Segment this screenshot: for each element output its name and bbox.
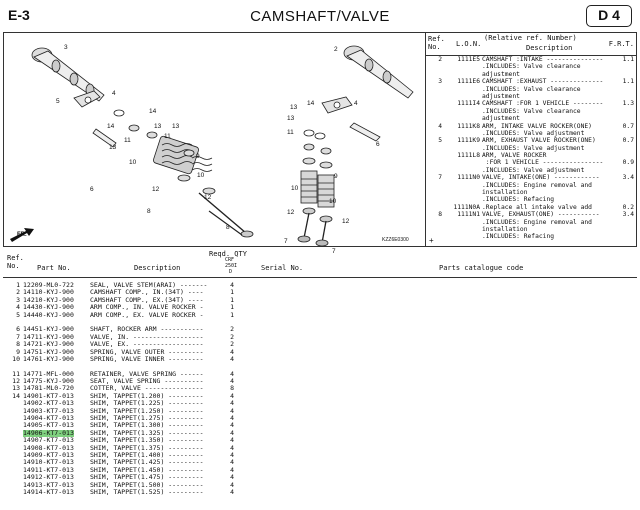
part-number[interactable]: 14711-KYJ-900 — [23, 332, 74, 341]
svg-text:8: 8 — [226, 224, 230, 231]
svg-text:5: 5 — [56, 98, 60, 105]
part-quantity: 4 — [230, 369, 234, 378]
svg-text:12: 12 — [287, 209, 295, 216]
part-ref: 2 — [16, 288, 20, 297]
part-quantity: 4 — [230, 473, 234, 482]
ref-row — [426, 174, 637, 181]
flat-rate-time: 0.7 — [622, 122, 634, 130]
ref-row — [426, 204, 637, 211]
svg-text:FR.: FR. — [17, 232, 27, 238]
ref-row — [426, 152, 637, 159]
svg-text:11: 11 — [124, 137, 131, 144]
svg-text:10: 10 — [129, 159, 137, 166]
page-title: CAMSHAFT/VALVE — [250, 8, 390, 25]
svg-text:9: 9 — [196, 153, 200, 160]
part-ref: 3 — [16, 295, 20, 304]
part-quantity: 4 — [230, 450, 234, 459]
part-number[interactable]: 14751-KYJ-900 — [23, 347, 74, 356]
ref-row — [426, 211, 637, 218]
svg-text:4: 4 — [354, 100, 358, 107]
svg-text:4: 4 — [112, 90, 116, 97]
part-ref: 5 — [16, 310, 20, 319]
part-number[interactable]: 14911-KT7-013 — [23, 465, 74, 474]
ref-description: ARM, EXHAUST VALVE ROCKER(ONE) — [482, 137, 596, 145]
flat-rate-time: 3.4 — [622, 174, 634, 182]
model-header-bot: D — [229, 269, 233, 275]
part-description: SEAL, VALVE STEM(ARAI) ------- — [90, 281, 208, 289]
part-description: SHIM, TAPPET(1.250) --------- — [90, 406, 204, 415]
part-description: SHIM, TAPPET(1.325) --------- — [90, 428, 204, 437]
part-quantity: 4 — [230, 281, 234, 289]
svg-text:10: 10 — [329, 198, 337, 205]
serial-header: Serial No. — [261, 264, 304, 272]
ref-number: 3 — [438, 78, 442, 86]
svg-text:2: 2 — [334, 46, 338, 53]
part-description: SHIM, TAPPET(1.275) --------- — [90, 414, 204, 423]
part-description: SHIM, TAPPET(1.475) --------- — [90, 473, 204, 482]
parts-list — [6, 282, 406, 496]
ref-row — [426, 93, 637, 100]
part-ref: 1 — [16, 281, 20, 289]
ref-description: ARM, VALVE ROCKER — [482, 152, 547, 160]
svg-text:12: 12 — [204, 194, 212, 201]
ref-description: .INCLUDES: Engine removal and — [482, 181, 592, 189]
part-description: CAMSHAFT COMP., EX.(34T) ---- — [90, 295, 204, 304]
svg-text:13: 13 — [290, 104, 298, 111]
ref-row — [426, 137, 637, 144]
part-ref: 10 — [12, 354, 20, 363]
part-quantity: 2 — [230, 325, 234, 334]
svg-text:13: 13 — [154, 123, 162, 130]
flat-rate-time: 3.4 — [622, 211, 634, 219]
part-number[interactable]: 14913-KT7-013 — [23, 480, 74, 489]
ref-number: 2 — [438, 56, 442, 63]
ref-row — [426, 145, 637, 152]
part-description: SPRING, VALVE INNER --------- — [90, 354, 204, 363]
ref-description: installation — [482, 189, 528, 197]
labor-op-number: 1111N0A — [453, 203, 480, 211]
ref-description: .INCLUDES: Valve adjustment — [482, 166, 585, 174]
svg-text:10: 10 — [291, 185, 299, 192]
svg-text:14: 14 — [107, 123, 115, 130]
ref-description: :FOR 1 VEHICLE ---------------- — [482, 159, 604, 167]
frt-col-header: F.R.T. — [608, 40, 634, 48]
part-ref: 8 — [16, 340, 20, 349]
ref-description: .INCLUDES: Refacing — [482, 196, 555, 204]
part-description: SHIM, TAPPET(1.350) --------- — [90, 436, 204, 445]
description-col-header: Description — [526, 44, 573, 52]
ref-row — [426, 63, 637, 70]
part-description: SHIM, TAPPET(1.200) --------- — [90, 391, 204, 400]
flat-rate-time: 1.1 — [622, 78, 634, 86]
svg-text:6: 6 — [90, 186, 94, 193]
part-description: SHIM, TAPPET(1.375) --------- — [90, 443, 204, 452]
part-number[interactable]: 14908-KT7-013 — [23, 443, 74, 452]
part-number[interactable]: 14909-KT7-013 — [23, 450, 74, 459]
part-quantity: 4 — [230, 399, 234, 408]
part-description: SHIM, TAPPET(1.300) --------- — [90, 421, 204, 430]
part-number[interactable]: 14761-KYJ-900 — [23, 354, 74, 363]
ref-header: Ref. No. — [7, 254, 24, 270]
part-ref: 6 — [16, 325, 20, 334]
drawing-code: KZZ6E0300 — [382, 237, 409, 243]
part-description: ARM COMP., EX. VALVE ROCKER - — [90, 310, 204, 319]
ref-row — [426, 189, 637, 196]
part-quantity: 4 — [230, 377, 234, 386]
labor-op-number: 1111E5 — [457, 56, 480, 63]
part-number[interactable]: 14910-KT7-013 — [23, 458, 74, 467]
part-number[interactable]: 14903-KT7-013 — [23, 406, 74, 415]
part-quantity: 2 — [230, 340, 234, 349]
part-description: SHIM, TAPPET(1.225) --------- — [90, 399, 204, 408]
lon-col-header: L.O.N. — [456, 40, 482, 48]
labor-op-number: 1111N1 — [457, 211, 480, 219]
part-description: VALVE, EX. ------------------ — [90, 340, 204, 349]
part-quantity: 1 — [230, 288, 234, 297]
part-number[interactable]: 14771-MFL-000 — [23, 369, 74, 378]
ref-description: .INCLUDES: Valve clearance — [482, 107, 581, 115]
ref-number: 7 — [438, 174, 442, 182]
svg-text:8: 8 — [147, 208, 151, 215]
part-number[interactable]: 14210-KYJ-900 — [23, 295, 74, 304]
parts-list-header — [3, 249, 637, 278]
svg-text:14: 14 — [149, 108, 157, 115]
part-quantity: 4 — [230, 428, 234, 437]
flat-rate-time: 0.7 — [622, 137, 634, 145]
svg-text:10: 10 — [197, 172, 205, 179]
relative-ref-header: (Relative ref. Number) — [484, 34, 577, 42]
ref-col-header: Ref. No. — [428, 35, 445, 51]
svg-text:11: 11 — [287, 129, 294, 136]
ref-description: VALVE, EXHAUST(ONE) ----------- — [482, 211, 600, 219]
description-header: Description — [134, 264, 181, 272]
ref-description: .Replace all intake valve add — [482, 203, 592, 211]
ref-description: .INCLUDES: Refacing — [482, 233, 555, 241]
part-description: SHIM, TAPPET(1.425) --------- — [90, 458, 204, 467]
part-number[interactable]: 14451-KYJ-900 — [23, 325, 74, 334]
ref-description: CAMSHAFT :EXHAUST -------------- — [482, 78, 604, 86]
ref-description: adjustment — [482, 115, 520, 123]
part-quantity: 2 — [230, 332, 234, 341]
part-ref: 12 — [12, 377, 20, 386]
ref-row — [426, 233, 637, 240]
part-quantity: 4 — [230, 487, 234, 496]
ref-row — [426, 196, 637, 203]
part-ref: 14 — [12, 391, 20, 400]
ref-description: .INCLUDES: Valve clearance — [482, 85, 581, 93]
ref-row — [426, 100, 637, 107]
part-quantity: 4 — [230, 443, 234, 452]
reference-panel — [425, 33, 636, 246]
part-description: SEAT, VALVE SPRING ---------- — [90, 377, 204, 386]
ref-row — [426, 108, 637, 115]
part-quantity: 4 — [230, 480, 234, 489]
flat-rate-time: 0.9 — [622, 159, 634, 167]
ref-row — [426, 182, 637, 189]
ref-row — [426, 78, 637, 85]
catalogue-header: Parts catalogue code — [439, 264, 524, 272]
part-number[interactable]: 14904-KT7-013 — [23, 414, 74, 423]
part-number[interactable]: 14912-KT7-013 — [23, 473, 74, 482]
svg-text:12: 12 — [342, 218, 350, 225]
labor-op-number: 1111E6 — [457, 78, 480, 86]
part-quantity: 4 — [230, 347, 234, 356]
ref-row — [426, 86, 637, 93]
part-ref: 11 — [12, 369, 20, 378]
part-row[interactable] — [6, 489, 406, 496]
ref-description: .INCLUDES: Valve adjustment — [482, 144, 585, 152]
ref-row — [426, 219, 637, 226]
part-number[interactable]: 12209-ML0-722 — [23, 281, 74, 289]
ref-description: adjustment — [482, 92, 520, 100]
part-number[interactable]: 14906-KT7-013 — [23, 428, 74, 437]
part-number[interactable]: 14430-KYJ-900 — [23, 303, 74, 312]
labor-op-number: 1111N0 — [457, 174, 480, 182]
part-quantity: 1 — [230, 295, 234, 304]
part-description: SHIM, TAPPET(1.500) --------- — [90, 480, 204, 489]
reqd-qty-header: Reqd. QTY — [209, 250, 247, 258]
part-no-header: Part No. — [37, 264, 71, 272]
part-quantity: 8 — [230, 384, 234, 393]
part-description: VALVE, IN. ------------------ — [90, 332, 204, 341]
ref-table-rows — [426, 56, 637, 241]
model-header-top: CRF — [225, 257, 235, 263]
svg-text:13: 13 — [109, 144, 117, 151]
ref-row — [426, 130, 637, 137]
part-description: SPRING, VALVE OUTER --------- — [90, 347, 204, 356]
ref-number: 5 — [438, 137, 442, 145]
part-number[interactable]: 14110-KYJ-900 — [23, 288, 74, 297]
part-quantity: 4 — [230, 354, 234, 363]
page-badge: D 4 — [586, 5, 632, 27]
part-quantity: 4 — [230, 414, 234, 423]
part-quantity: 1 — [230, 303, 234, 312]
ref-row — [426, 226, 637, 233]
flat-rate-time: 1.3 — [622, 100, 634, 108]
part-number[interactable]: 14901-KT7-013 — [23, 391, 74, 400]
part-ref: 7 — [16, 332, 20, 341]
ref-row — [426, 167, 637, 174]
labor-op-number: 1111K9 — [457, 137, 480, 145]
part-number[interactable]: 14440-KYJ-900 — [23, 310, 74, 319]
labor-op-number: 1111K8 — [457, 122, 480, 130]
part-quantity: 4 — [230, 391, 234, 400]
part-quantity: 4 — [230, 458, 234, 467]
part-row[interactable] — [6, 312, 406, 319]
part-description: SHIM, TAPPET(1.525) --------- — [90, 487, 204, 496]
svg-text:13: 13 — [287, 115, 295, 122]
part-quantity: 1 — [230, 310, 234, 319]
ref-description: .INCLUDES: Valve clearance — [482, 63, 581, 71]
more-indicator: + — [429, 236, 434, 245]
svg-text:9: 9 — [334, 173, 338, 180]
part-description: COTTER, VALVE --------------- — [90, 384, 204, 393]
part-number[interactable]: 14907-KT7-013 — [23, 436, 74, 445]
svg-text:12: 12 — [152, 186, 160, 193]
ref-description: .INCLUDES: Engine removal and — [482, 218, 592, 226]
section-code: E-3 — [8, 7, 30, 23]
part-ref: 13 — [12, 384, 20, 393]
part-number[interactable]: 14914-KT7-013 — [23, 487, 74, 496]
ref-table-header — [426, 33, 637, 56]
ref-description: adjustment — [482, 70, 520, 78]
part-description: RETAINER, VALVE SPRING ------ — [90, 369, 204, 378]
part-row[interactable] — [6, 356, 406, 363]
ref-row — [426, 71, 637, 78]
model-header-mid: 250I — [225, 263, 238, 269]
part-number[interactable]: 14905-KT7-013 — [23, 421, 74, 430]
part-quantity: 4 — [230, 436, 234, 445]
part-ref: 9 — [16, 347, 20, 356]
part-description: CAMSHAFT COMP., IN.(34T) ---- — [90, 288, 204, 297]
ref-description: .INCLUDES: Valve adjustment — [482, 129, 585, 137]
ref-description: installation — [482, 225, 528, 233]
part-description: SHIM, TAPPET(1.400) --------- — [90, 450, 204, 459]
ref-row — [426, 56, 637, 63]
part-ref: 4 — [16, 303, 20, 312]
svg-text:11: 11 — [164, 133, 171, 140]
ref-description: VALVE, INTAKE(ONE) ------------ — [482, 174, 600, 182]
part-description: ARM COMP., IN. VALVE ROCKER - — [90, 303, 204, 312]
ref-number: 4 — [438, 122, 442, 130]
part-description: SHIM, TAPPET(1.450) --------- — [90, 465, 204, 474]
svg-text:7: 7 — [284, 238, 288, 245]
part-number[interactable]: 14902-KT7-013 — [23, 399, 74, 408]
part-description: SHAFT, ROCKER ARM ----------- — [90, 325, 204, 334]
part-quantity: 4 — [230, 406, 234, 415]
svg-text:6: 6 — [376, 141, 380, 148]
part-number[interactable]: 14721-KYJ-900 — [23, 340, 74, 349]
svg-text:13: 13 — [172, 123, 180, 130]
ref-row — [426, 159, 637, 166]
ref-row — [426, 115, 637, 122]
svg-text:7: 7 — [332, 248, 336, 255]
ref-description: ARM, INTAKE VALVE ROCKER(ONE) — [482, 122, 592, 130]
part-number[interactable]: 14775-KYJ-900 — [23, 377, 74, 386]
ref-row — [426, 123, 637, 130]
svg-text:14: 14 — [307, 100, 315, 107]
ref-description: CAMSHAFT :FOR 1 VEHICLE -------- — [482, 100, 604, 108]
part-quantity: 4 — [230, 421, 234, 430]
flat-rate-time: 1.1 — [622, 56, 634, 63]
labor-op-number: 1111I4 — [457, 100, 480, 108]
ref-number: 8 — [438, 211, 442, 219]
part-number[interactable]: 14781-ML0-720 — [23, 384, 74, 393]
svg-text:3: 3 — [64, 44, 68, 51]
page-header — [0, 0, 640, 33]
part-quantity: 4 — [230, 465, 234, 474]
ref-description: CAMSHAFT :INTAKE --------------- — [482, 56, 604, 63]
labor-op-number: 1111L8 — [457, 152, 480, 160]
flat-rate-time: 0.2 — [622, 203, 634, 211]
